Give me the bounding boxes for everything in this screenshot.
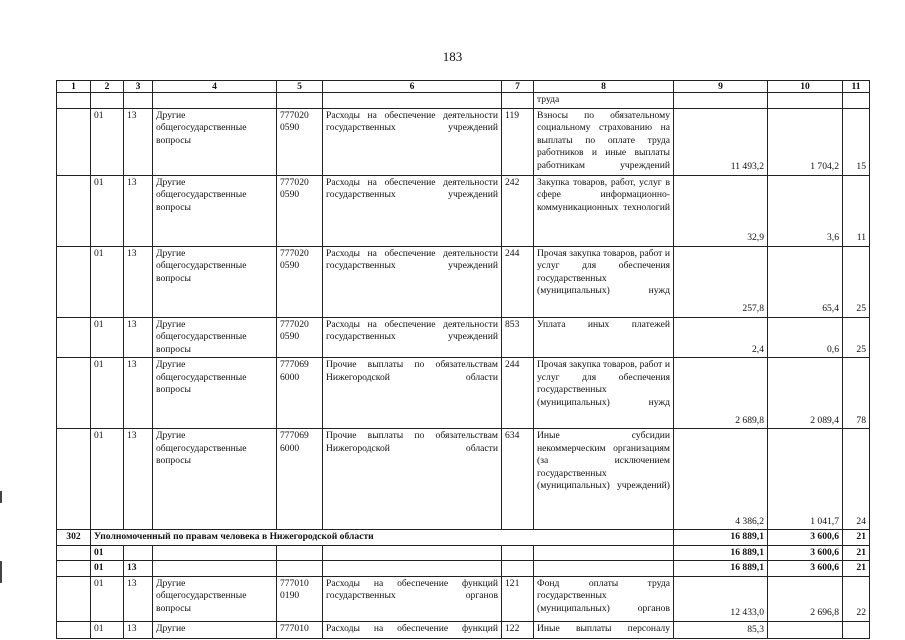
cell-section: 01	[91, 621, 124, 638]
cell-article-name: Расходы на обеспечение функций государственных органов	[323, 576, 502, 621]
cell-subsection: 13	[124, 561, 153, 577]
cell-section-name: Другие общегосударственные вопросы	[153, 358, 277, 429]
column-header: 8	[534, 81, 674, 93]
subtotal-row	[57, 561, 870, 577]
cell-section: 01	[91, 429, 124, 530]
column-header: 2	[91, 81, 124, 93]
cell-executed-amount	[768, 93, 843, 109]
cell-expense-name: Прочая закупка товаров, работ и услуг для обеспечения государственных (муниципальных) нужд	[534, 358, 674, 429]
column-header: 6	[323, 81, 502, 93]
cell-section-name: Другие	[153, 621, 277, 638]
table-row	[57, 93, 870, 109]
cell-section-name	[153, 545, 277, 561]
cell-target-article: 777020 0590	[277, 246, 323, 317]
cell-plan-amount	[674, 93, 768, 109]
cell-expense-type: 122	[502, 621, 534, 638]
cell-percent: 24	[843, 429, 870, 530]
column-header: 7	[502, 81, 534, 93]
cell-executed-amount	[768, 621, 843, 638]
cell-expense-type	[502, 93, 534, 109]
cell-percent: 21	[843, 561, 870, 577]
column-header: 11	[843, 81, 870, 93]
cell-article-name: Расходы на обеспечение деятельности государственных учреждений	[323, 175, 502, 246]
cell-expense-name: Уплата иных платежей	[534, 317, 674, 358]
cell-subsection: 13	[124, 429, 153, 530]
cell-percent	[843, 93, 870, 109]
cell-target-article: 777010	[277, 621, 323, 638]
cell-code	[57, 358, 91, 429]
cell-article-name	[323, 545, 502, 561]
cell-plan-amount: 16 889,1	[674, 545, 768, 561]
cell-expense-name: Фонд оплаты труда государственных (муниципальных) органов	[534, 576, 674, 621]
cell-expense-name: Закупка товаров, работ, услуг в сфере информационно-коммуникационных технологий	[534, 175, 674, 246]
cell-plan-amount: 32,9	[674, 175, 768, 246]
cell-plan-amount: 85,3	[674, 621, 768, 638]
cell-code	[57, 108, 91, 175]
cell-expense-type	[502, 545, 534, 561]
cell-expense-type	[502, 561, 534, 577]
cell-expense-type: 853	[502, 317, 534, 358]
table-row	[57, 576, 870, 621]
cell-percent: 78	[843, 358, 870, 429]
cell-article-name: Расходы на обеспечение деятельности государственных учреждений	[323, 108, 502, 175]
cell-target-article	[277, 93, 323, 109]
cell-executed-amount: 0,6	[768, 317, 843, 358]
column-number-row	[57, 81, 870, 93]
cell-expense-type: 244	[502, 246, 534, 317]
cell-percent: 21	[843, 545, 870, 561]
cell-subsection: 13	[124, 358, 153, 429]
cell-subsection: 13	[124, 621, 153, 638]
cell-executed-amount: 2 089,4	[768, 358, 843, 429]
cell-target-article: 777020 0590	[277, 175, 323, 246]
cell-target-article: 777069 6000	[277, 358, 323, 429]
cell-section-name	[153, 561, 277, 577]
scan-edge-mark	[0, 491, 2, 503]
cell-section: 01	[91, 317, 124, 358]
cell-target-article: 777010 0190	[277, 576, 323, 621]
cell-plan-amount: 11 493,2	[674, 108, 768, 175]
cell-section: 01	[91, 175, 124, 246]
cell-executed-amount: 2 696,8	[768, 576, 843, 621]
cell-section-name: Другие общегосударственные вопросы	[153, 576, 277, 621]
cell-article-name	[323, 93, 502, 109]
cell-section: 01	[91, 545, 124, 561]
cell-plan-amount: 257,8	[674, 246, 768, 317]
cell-article-name: Расходы на обеспечение деятельности государственных учреждений	[323, 317, 502, 358]
cell-executed-amount: 3 600,6	[768, 545, 843, 561]
cell-expense-name: Иные субсидии некоммерческим организациям (за исключением государственных (муниципальных) учреждений)	[534, 429, 674, 530]
cell-section-name: Другие общегосударственные вопросы	[153, 246, 277, 317]
table-row	[57, 175, 870, 246]
cell-executed-amount: 1 041,7	[768, 429, 843, 530]
table-row	[57, 108, 870, 175]
cell-expense-name	[534, 545, 674, 561]
cell-article-name: Прочие выплаты по обязательствам Нижегородской области	[323, 358, 502, 429]
subtotal-row	[57, 545, 870, 561]
cell-plan-amount: 2,4	[674, 317, 768, 358]
cell-code	[57, 561, 91, 577]
cell-article-name	[323, 561, 502, 577]
cell-code	[57, 545, 91, 561]
cell-subsection	[124, 545, 153, 561]
column-header: 4	[153, 81, 277, 93]
cell-section: 01	[91, 246, 124, 317]
cell-code	[57, 621, 91, 638]
cell-subsection: 13	[124, 246, 153, 317]
table-row	[57, 358, 870, 429]
cell-section: 01	[91, 561, 124, 577]
column-header: 1	[57, 81, 91, 93]
cell-plan-amount: 4 386,2	[674, 429, 768, 530]
cell-percent: 15	[843, 108, 870, 175]
table-row	[57, 621, 870, 638]
cell-executed-amount: 3 600,6	[768, 530, 843, 546]
cell-article-name: Расходы на обеспечение деятельности государственных учреждений	[323, 246, 502, 317]
cell-section-name	[153, 93, 277, 109]
cell-section-name: Другие общегосударственные вопросы	[153, 175, 277, 246]
budget-table	[56, 80, 870, 639]
cell-expense-type: 121	[502, 576, 534, 621]
cell-section: 01	[91, 358, 124, 429]
table-row	[57, 246, 870, 317]
cell-subsection: 13	[124, 317, 153, 358]
cell-subsection: 13	[124, 576, 153, 621]
cell-target-article	[277, 561, 323, 577]
cell-expense-name: Взносы по обязательному социальному страхованию на выплаты по оплате труда работников и иные выплаты работникам учреждений	[534, 108, 674, 175]
cell-subsection: 13	[124, 175, 153, 246]
table-row	[57, 317, 870, 358]
cell-executed-amount: 3,6	[768, 175, 843, 246]
cell-section-name: Другие общегосударственные вопросы	[153, 429, 277, 530]
cell-target-article: 777020 0590	[277, 317, 323, 358]
cell-expense-type: 242	[502, 175, 534, 246]
column-header: 9	[674, 81, 768, 93]
cell-code	[57, 317, 91, 358]
cell-section: 01	[91, 108, 124, 175]
cell-code	[57, 93, 91, 109]
cell-percent: 25	[843, 317, 870, 358]
column-header: 5	[277, 81, 323, 93]
page-number: 183	[442, 49, 463, 64]
cell-code	[57, 576, 91, 621]
cell-subsection: 13	[124, 108, 153, 175]
cell-percent: 11	[843, 175, 870, 246]
cell-expense-name: Прочая закупка товаров, работ и услуг для обеспечения государственных (муниципальных) нужд	[534, 246, 674, 317]
cell-expense-type: 634	[502, 429, 534, 530]
cell-plan-amount: 2 689,8	[674, 358, 768, 429]
section-title: Уполномоченный по правам человека в Нижегородской области	[91, 530, 674, 546]
cell-executed-amount: 65,4	[768, 246, 843, 317]
scan-edge-mark	[0, 561, 2, 583]
cell-expense-type: 244	[502, 358, 534, 429]
table-row	[57, 429, 870, 530]
cell-code: 302	[57, 530, 91, 546]
cell-percent: 22	[843, 576, 870, 621]
cell-target-article: 777020 0590	[277, 108, 323, 175]
cell-plan-amount: 16 889,1	[674, 561, 768, 577]
cell-section	[91, 93, 124, 109]
cell-expense-type: 119	[502, 108, 534, 175]
cell-percent: 21	[843, 530, 870, 546]
cell-section-name: Другие общегосударственные вопросы	[153, 317, 277, 358]
section-row	[57, 530, 870, 546]
cell-target-article: 777069 6000	[277, 429, 323, 530]
cell-expense-name: Иные выплаты персоналу	[534, 621, 674, 638]
cell-executed-amount: 3 600,6	[768, 561, 843, 577]
cell-code	[57, 175, 91, 246]
column-header: 10	[768, 81, 843, 93]
cell-percent: 25	[843, 246, 870, 317]
cell-expense-name: труда	[534, 93, 674, 109]
cell-percent	[843, 621, 870, 638]
cell-plan-amount: 16 889,1	[674, 530, 768, 546]
cell-target-article	[277, 545, 323, 561]
cell-article-name: Прочие выплаты по обязательствам Нижегородской области	[323, 429, 502, 530]
cell-subsection	[124, 93, 153, 109]
cell-section: 01	[91, 576, 124, 621]
column-header: 3	[124, 81, 153, 93]
cell-code	[57, 246, 91, 317]
cell-code	[57, 429, 91, 530]
cell-plan-amount: 12 433,0	[674, 576, 768, 621]
cell-expense-name	[534, 561, 674, 577]
cell-executed-amount: 1 704,2	[768, 108, 843, 175]
cell-section-name: Другие общегосударственные вопросы	[153, 108, 277, 175]
cell-article-name: Расходы на обеспечение функций	[323, 621, 502, 638]
